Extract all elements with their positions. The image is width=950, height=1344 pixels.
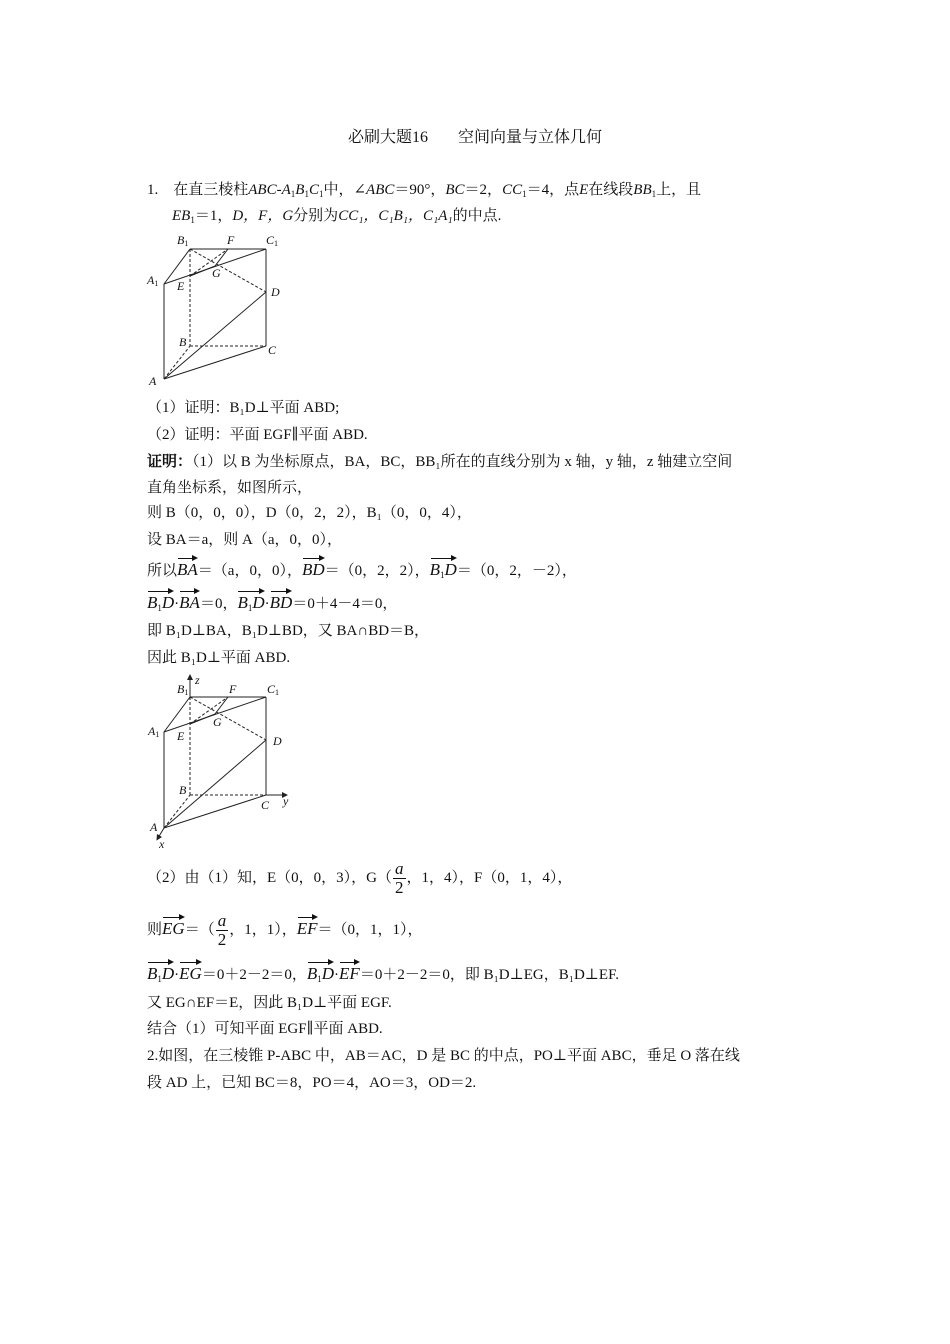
- proof-line3: 则 B（0，0，0），D（0，2，2），B₁（0，0，4），: [147, 505, 472, 521]
- vector-B1D: $B_1D$: [307, 962, 334, 984]
- fig1-label-G: G: [212, 266, 221, 280]
- fig1-label-C1: C1: [266, 233, 279, 248]
- proof-line8: 因此 B₁D⊥平面 ABD.: [147, 650, 291, 666]
- proof-line5: 所以 BA＝（a，0，0）， BD＝（0，2，2）， $B_1D=(0$，2，－2），: [147, 558, 577, 581]
- title-main: 必刷大题16: [347, 129, 428, 146]
- vector-B1D: $B_1D$: [237, 591, 264, 613]
- vector-EG: EG: [179, 962, 202, 984]
- proof-line2: 直角坐标系，如图所示，: [147, 480, 313, 496]
- problem2-line1: 2.如图，在三棱锥 P-ABC 中，AB＝AC，D 是 BC 的中点，PO⊥平面 ABC，垂足 O 落在线: [147, 1048, 740, 1064]
- vector-B1D: $B_1D$: [147, 962, 174, 984]
- vector-BD: BD: [302, 558, 325, 580]
- fig1-label-B: B: [179, 335, 187, 349]
- fig2-label-G: G: [213, 715, 222, 729]
- fig1-label-F: F: [227, 233, 235, 247]
- page-title: [0, 124, 950, 147]
- vector-B1D: $B_1D$: [147, 591, 174, 613]
- proof-line4: 设 BA＝a，则 A（a，0，0），: [147, 532, 342, 548]
- fraction-a-over-2: $\frac{a}{2}$: [217, 911, 227, 949]
- vector-EG: EG: [162, 917, 185, 939]
- fig2-label-x: x: [159, 837, 165, 850]
- fig1-label-C: C: [268, 343, 277, 357]
- fraction-a-over-2: $\frac{a}{2}$: [395, 859, 404, 897]
- fig2-label-C: C: [261, 798, 270, 812]
- fig2-label-D: D: [273, 734, 282, 748]
- fig1-label-D: D: [271, 285, 280, 299]
- proof-line10: 则 EG＝（ $\frac{a}{2}$ ，1，1）， EF＝（0，1，1），: [147, 911, 423, 949]
- fig2-label-B1: B1: [177, 682, 189, 697]
- problem1-line1: 1. 在直三棱柱ABC-$A_1B_1C_1$中，∠ABC＝90°，BC＝2，$CC_1=4$，点E在线段$BB_1$上，且: [147, 182, 702, 199]
- fig2-label-A1: A1: [148, 724, 160, 739]
- fig2-label-y: y: [283, 794, 289, 808]
- vector-BA: BA: [177, 558, 198, 580]
- vector-EF: EF: [339, 962, 360, 984]
- fig2-label-F: F: [229, 682, 237, 696]
- question-1: （1）证明：B₁D⊥平面 ABD;: [147, 400, 340, 416]
- proof-line7: 即 B₁D⊥BA，B₁D⊥BD，又 BA∩BD＝B，: [147, 623, 430, 639]
- problem2-line2: 段 AD 上，已知 BC＝8，PO＝4，AO＝3，OD＝2.: [147, 1075, 477, 1091]
- vector-B1D: $B_1D$: [430, 558, 457, 580]
- problem1-line2: $EB_1=1$，D，F，G分别为CC₁，C₁B₁，C₁A₁的中点.: [172, 208, 502, 225]
- proof-line6: $B_1D\cdot$ BA＝0， $B_1D\cdot$ BD＝0＋4－4＝0，: [147, 591, 397, 614]
- fig2-label-z: z: [195, 673, 200, 687]
- fig1-label-A: A: [149, 374, 157, 388]
- proof-line11: $B_1D\cdot$ EG＝0＋2－2＝0， $B_1D\cdot$ EF＝0＋2－2＝0，即 B₁D⊥EG，B₁D⊥EF.: [147, 962, 619, 985]
- proof-line12: 又 EG∩EF＝E，因此 B₁D⊥平面 EGF.: [147, 995, 392, 1011]
- fig2-label-C1: C1: [267, 682, 280, 697]
- prism-figure-2: [145, 672, 305, 850]
- proof-line13: 结合（1）可知平面 EGF∥平面 ABD.: [147, 1021, 383, 1037]
- fig1-label-B1: B1: [177, 233, 189, 248]
- vector-BD: BD: [270, 591, 293, 613]
- fig1-label-E: E: [177, 279, 185, 293]
- question-2: （2）证明：平面 EGF∥平面 ABD.: [147, 427, 368, 443]
- fig2-label-B: B: [179, 783, 187, 797]
- proof-line1: 证明：（1）以 B 为坐标原点，BA，BC，BB₁所在的直线分别为 x 轴，y 轴，z 轴建立空间: [147, 454, 733, 470]
- title-sub: 空间向量与立体几何: [458, 129, 603, 146]
- vector-BA: BA: [179, 591, 200, 613]
- vector-EF: EF: [297, 917, 318, 939]
- fig2-label-E: E: [177, 729, 185, 743]
- proof-line9: （2）由（1）知，E（0，0，3），G（ $\frac{a}{2}$ ，1，4），F（0，1，4），: [147, 859, 573, 897]
- fig2-label-A: A: [150, 820, 158, 834]
- prism-figure-1: [145, 230, 295, 390]
- fig1-label-A1: A1: [147, 273, 159, 288]
